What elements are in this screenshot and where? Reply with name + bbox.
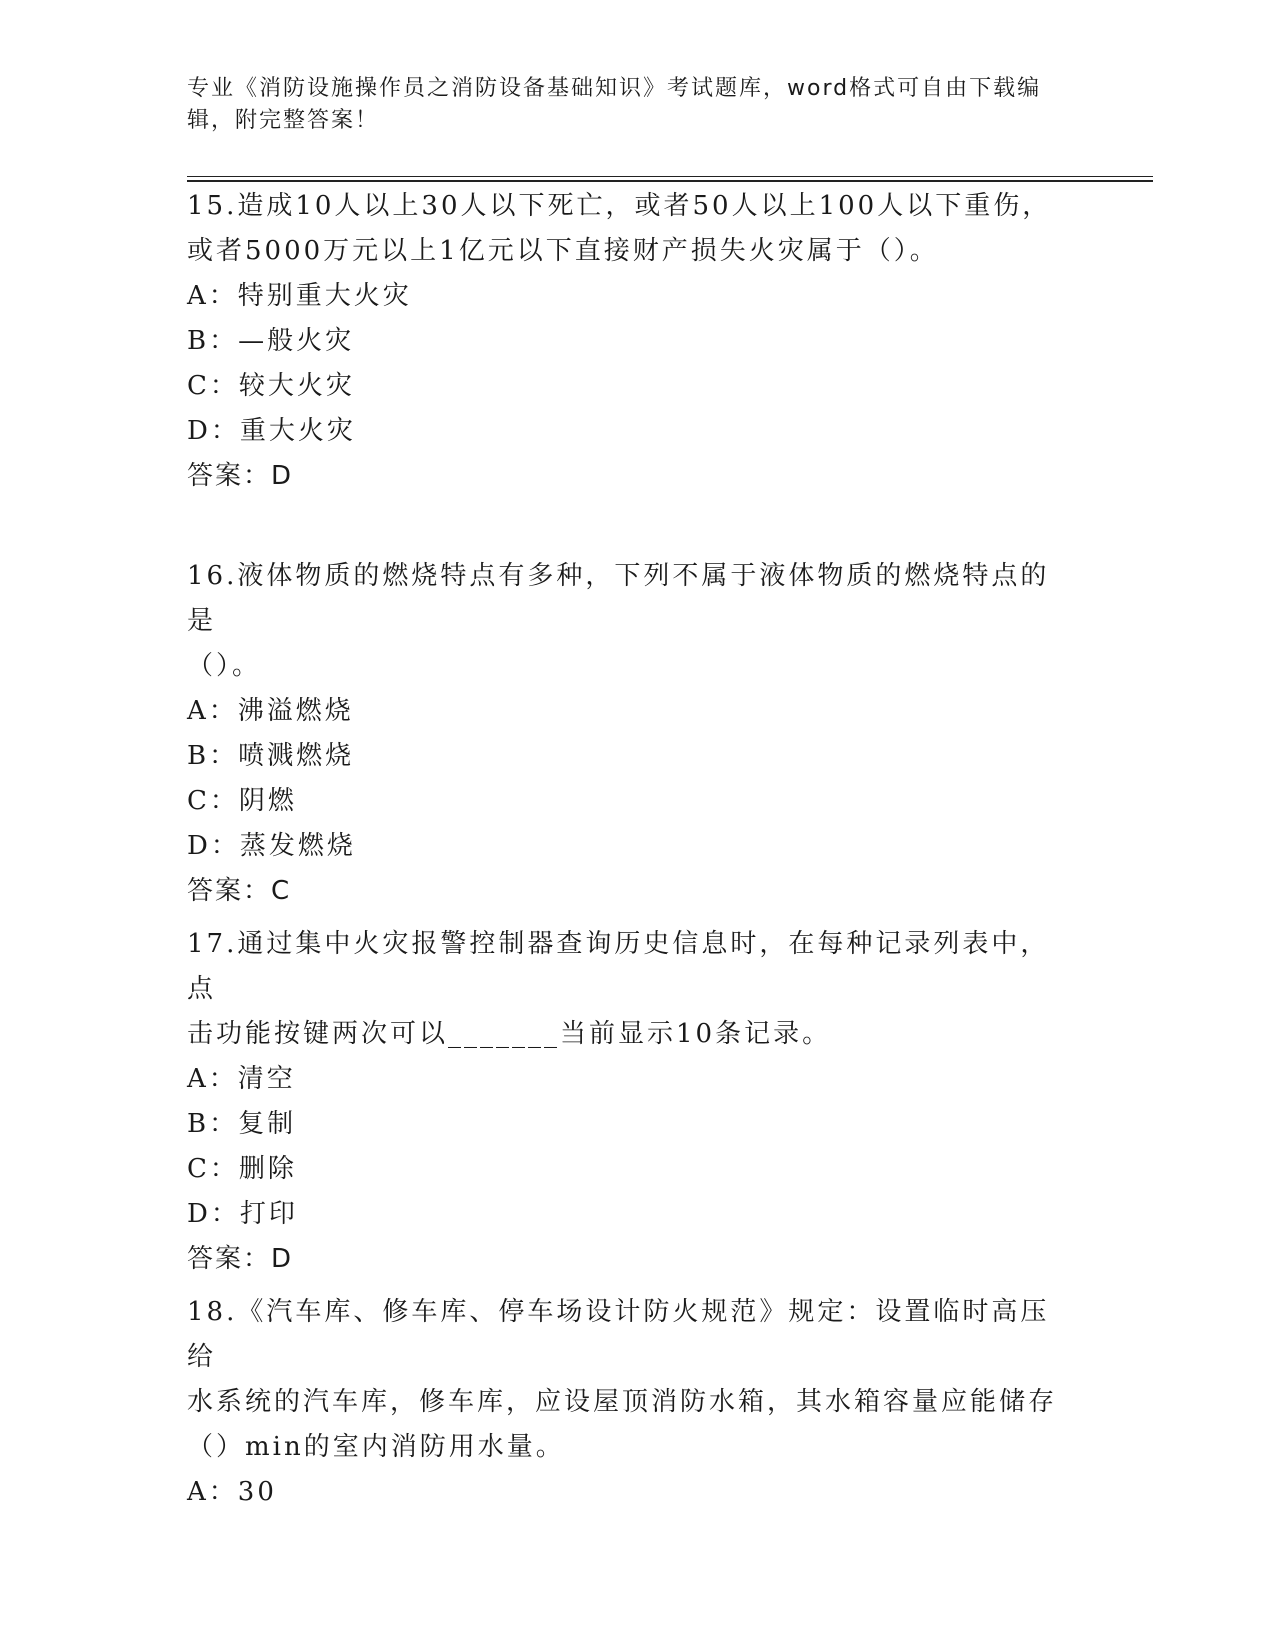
option-a: A：30 (187, 1477, 277, 1507)
question-stem: 15.造成10人以上30人以下死亡，或者50人以上100人以下重伤， (187, 191, 1052, 221)
question-stem: 或者5000万元以上1亿元以下直接财产损失火灾属于（）。 (187, 236, 939, 266)
option-b: B：复制 (187, 1109, 297, 1139)
header-divider-thick (187, 180, 1153, 182)
option-d: D：重大火灾 (187, 416, 356, 446)
answer: 答案：C (187, 876, 292, 906)
option-d: D：打印 (187, 1199, 298, 1229)
question-stem: 18.《汽车库、修车库、停车场设计防火规范》规定：设置临时高压给 (187, 1297, 1050, 1372)
question-16 (187, 554, 1067, 914)
option-c: C：阴燃 (187, 786, 297, 816)
option-a: A：特别重大火灾 (187, 281, 412, 311)
option-b: B：喷溅燃烧 (187, 741, 355, 771)
question-stem: 17.通过集中火灾报警控制器查询历史信息时，在每种记录列表中，点 (187, 929, 1050, 1004)
question-15 (187, 184, 1067, 499)
document-header (187, 73, 1067, 137)
option-d: D：蒸发燃烧 (187, 831, 356, 861)
answer: 答案：D (187, 1244, 294, 1274)
question-stem: 水系统的汽车库，修车库，应设屋顶消防水箱，其水箱容量应能储存 (187, 1387, 1058, 1417)
question-stem: 击功能按键两次可以_______当前显示10条记录。 (187, 1019, 832, 1049)
header-line-1: 专业《消防设施操作员之消防设备基础知识》考试题库，word格式可自由下载编 (187, 76, 1042, 101)
option-a: A：清空 (187, 1064, 296, 1094)
header-divider-thin (187, 176, 1153, 177)
question-18 (187, 1290, 1067, 1515)
question-stem: （）。 (187, 651, 262, 681)
answer: 答案：D (187, 461, 294, 491)
question-stem: （）min的室内消防用水量。 (187, 1432, 565, 1462)
question-17 (187, 922, 1067, 1282)
question-stem: 16.液体物质的燃烧特点有多种，下列不属于液体物质的燃烧特点的是 (187, 561, 1050, 636)
option-c: C：删除 (187, 1154, 297, 1184)
option-c: C：较大火灾 (187, 371, 355, 401)
header-line-2: 辑，附完整答案！ (187, 108, 380, 133)
option-a: A：沸溢燃烧 (187, 696, 354, 726)
option-b: B：—般火灾 (187, 326, 355, 356)
